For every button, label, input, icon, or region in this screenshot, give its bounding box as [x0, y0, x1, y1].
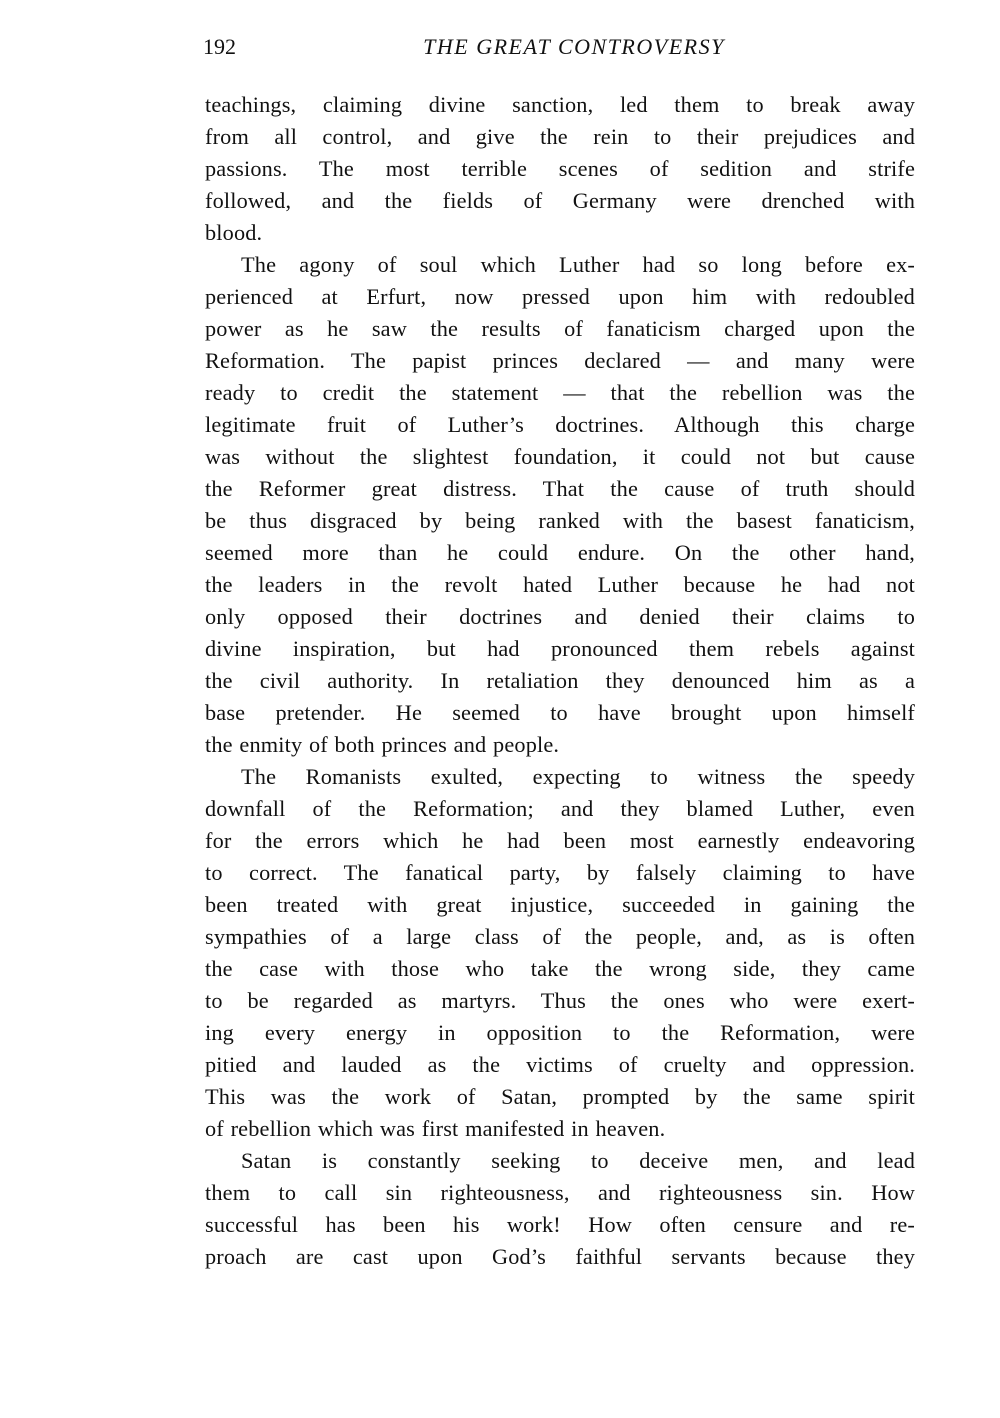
text-line: the leaders in the revolt hated Luther because he had not	[205, 572, 915, 597]
page-header	[203, 34, 915, 68]
text-line: successful has been his work! How often censure and re-	[205, 1212, 915, 1237]
paragraph	[205, 1145, 915, 1273]
text-line: divine inspiration, but had pronounced them rebels against	[205, 636, 915, 661]
text-line: Satan is constantly seeking to deceive men, and lead	[241, 1148, 915, 1173]
text-line: only opposed their doctrines and denied their claims to	[205, 604, 915, 629]
text-line: was without the slightest foundation, it could not but cause	[205, 444, 915, 469]
text-line: been treated with great injustice, succeeded in gaining the	[205, 892, 915, 917]
page-number: 192	[203, 34, 236, 59]
text-line: followed, and the fields of Germany were drenched with	[205, 188, 915, 213]
text-line: for the errors which he had been most earnestly endeavoring	[205, 828, 915, 853]
paragraph	[205, 249, 915, 761]
text-line: from all control, and give the rein to their prejudices and	[205, 124, 915, 149]
text-line: teachings, claiming divine sanction, led them to break away	[205, 92, 915, 117]
text-line: the civil authority. In retaliation they denounced him as a	[205, 668, 915, 693]
text-line: power as he saw the results of fanaticism charged upon the	[205, 316, 915, 341]
text-line: Reformation. The papist princes declared — and many were	[205, 348, 915, 373]
text-line: the case with those who take the wrong side, they came	[205, 956, 915, 981]
text-line: This was the work of Satan, prompted by the same spirit	[205, 1084, 915, 1109]
text-line: pitied and lauded as the victims of cruelty and oppression.	[205, 1052, 915, 1077]
text-line: seemed more than he could endure. On the other hand,	[205, 540, 915, 565]
paragraph	[205, 89, 915, 249]
text-line: ready to credit the statement — that the rebellion was the	[205, 380, 915, 405]
text-line: to be regarded as martyrs. Thus the ones who were exert-	[205, 988, 915, 1013]
text-line: The Romanists exulted, expecting to witness the speedy	[241, 764, 915, 789]
page-body	[205, 89, 915, 1273]
text-line: passions. The most terrible scenes of sedition and strife	[205, 156, 915, 181]
text-line: proach are cast upon God’s faithful servants because they	[205, 1244, 915, 1269]
text-line: base pretender. He seemed to have brought upon himself	[205, 700, 915, 725]
text-line: the Reformer great distress. That the cause of truth should	[205, 476, 915, 501]
text-line: ing every energy in opposition to the Reformation, were	[205, 1020, 915, 1045]
text-line: downfall of the Reformation; and they blamed Luther, even	[205, 796, 915, 821]
text-line: be thus disgraced by being ranked with the basest fanaticism,	[205, 508, 915, 533]
text-line: legitimate fruit of Luther’s doctrines. Although this charge	[205, 412, 915, 437]
text-line: sympathies of a large class of the people, and, as is often	[205, 924, 915, 949]
text-line: the enmity of both princes and people.	[205, 732, 560, 757]
running-title: THE GREAT CONTROVERSY	[423, 34, 725, 59]
text-line: blood.	[205, 220, 263, 245]
paragraph	[205, 761, 915, 1145]
text-line: to correct. The fanatical party, by falsely claiming to have	[205, 860, 915, 885]
text-line: The agony of soul which Luther had so long before ex-	[241, 252, 915, 277]
text-line: perienced at Erfurt, now pressed upon him with redoubled	[205, 284, 915, 309]
text-line: of rebellion which was first manifested in heaven.	[205, 1116, 666, 1141]
text-line: them to call sin righteousness, and righteousness sin. How	[205, 1180, 915, 1205]
